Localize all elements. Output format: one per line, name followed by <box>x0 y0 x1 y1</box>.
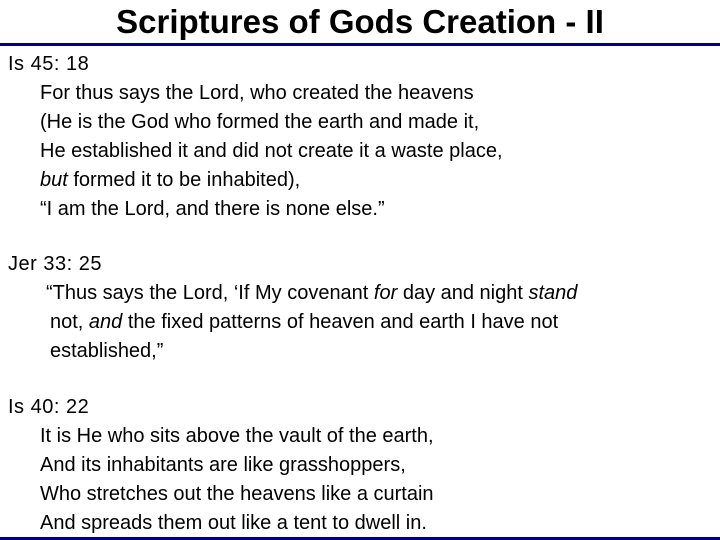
passage-isaiah-45-18 <box>8 50 708 224</box>
verse-line <box>8 79 708 108</box>
verse-text: established,” <box>50 340 164 362</box>
verse-line <box>8 308 708 337</box>
scripture-reference: Is 45: 18 <box>8 53 90 75</box>
verse-line <box>8 279 708 308</box>
verse-text: And spreads them out like a tent to dwell in. <box>40 512 427 534</box>
verse-line <box>8 108 708 137</box>
verse-text: And its inhabitants are like grasshoppers, <box>40 454 406 476</box>
verse-line <box>8 480 708 509</box>
passage-jeremiah-33-25 <box>8 250 708 366</box>
verse-text-italic: stand <box>528 282 578 304</box>
verse-text: the fixed patterns of heaven and earth I have not <box>122 311 559 333</box>
verse-text: Who stretches out the heavens like a curtain <box>40 483 434 505</box>
title-underline <box>0 43 720 46</box>
verse-text: (He is the God who formed the earth and made it, <box>40 111 480 133</box>
verse-text: “I am the Lord, and there is none else.” <box>40 198 385 220</box>
verse-text: He established it and did not create it a waste place, <box>40 140 503 162</box>
verse-text: “Thus says the Lord, ‘If My covenant <box>46 282 374 304</box>
verse-text-italic: and <box>88 311 123 333</box>
verse-text: For thus says the Lord, who created the heavens <box>40 82 474 104</box>
slide-title: Scriptures of Gods Creation - II <box>116 3 604 40</box>
passage-isaiah-40-22 <box>8 393 708 538</box>
verse-text: formed it to be inhabited), <box>67 169 301 191</box>
verse-text-italic: for <box>373 282 398 304</box>
verse-text: day and night <box>397 282 529 304</box>
verse-line <box>8 166 708 195</box>
verse-line <box>8 509 708 538</box>
scripture-reference: Jer 33: 25 <box>8 253 102 275</box>
scripture-reference: Is 40: 22 <box>8 396 90 418</box>
verse-text: It is He who sits above the vault of the earth, <box>40 425 434 447</box>
verse-line <box>8 451 708 480</box>
verse-line <box>8 422 708 451</box>
verse-line <box>8 137 708 166</box>
verse-line <box>8 337 708 366</box>
verse-text: not, <box>50 311 89 333</box>
verse-text-italic: but <box>40 169 68 191</box>
verse-line <box>8 195 708 224</box>
